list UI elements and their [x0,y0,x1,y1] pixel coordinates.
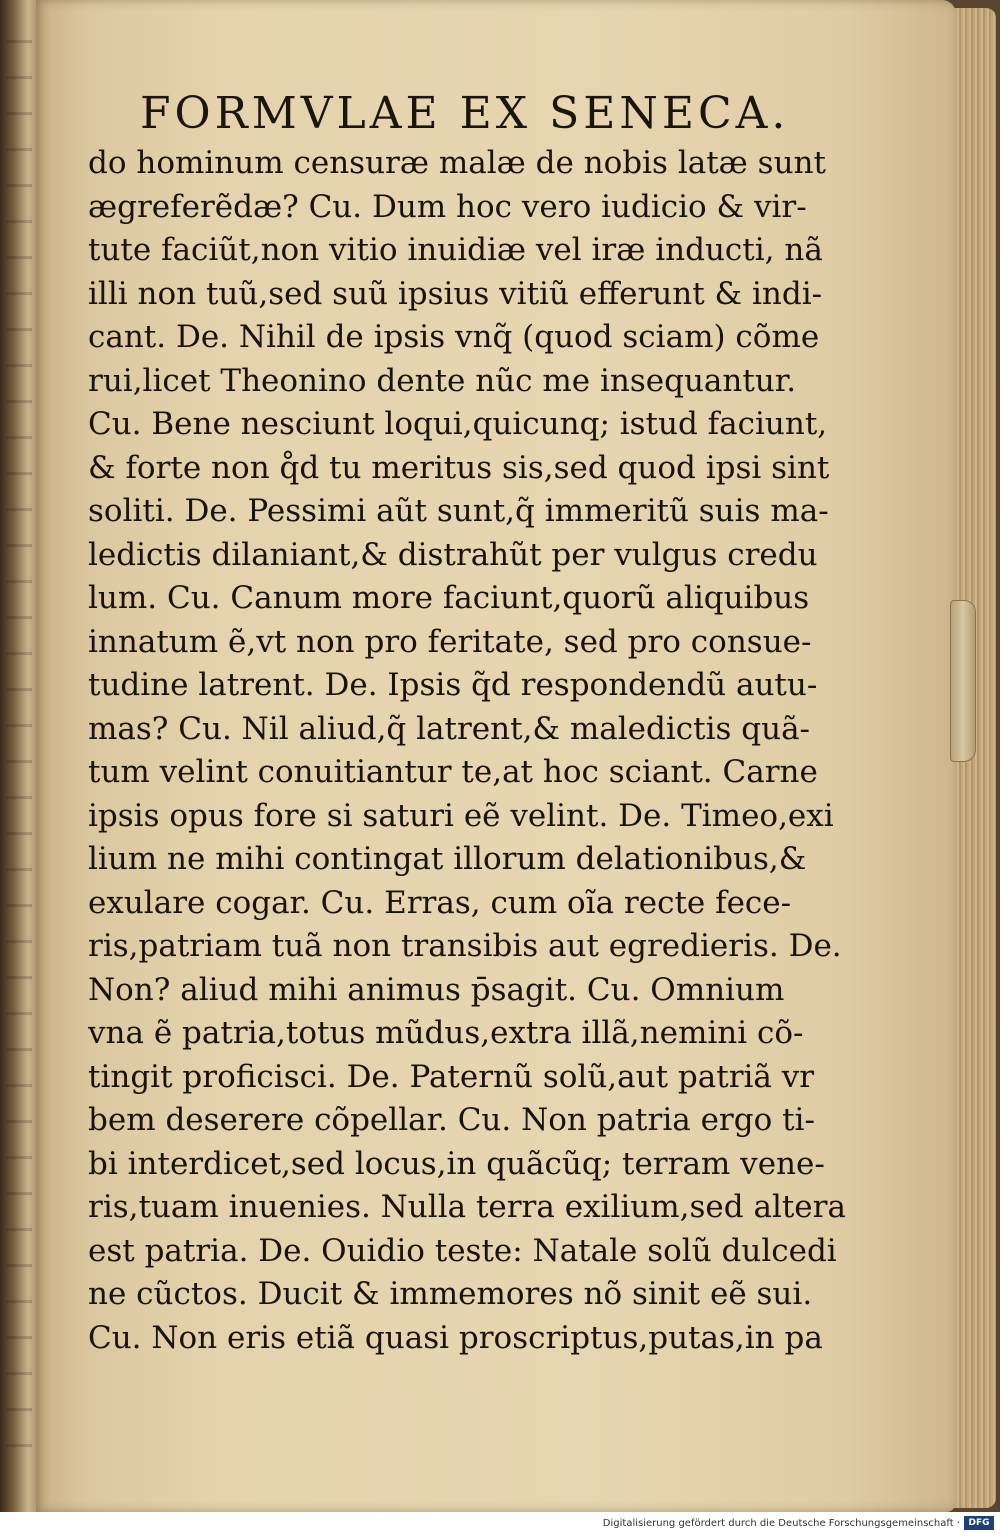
text-line: ipsis opus fore si saturi eẽ velint. De. Timeo,exi [88,797,834,834]
text-line: ris,tuam inuenies. Nulla terra exilium,sed altera [88,1189,846,1225]
text-line: ne cũctos. Ducit & immemores nõ sinit eẽ sui. [88,1276,813,1312]
text-line: rui,licet Theonino dente nũc me insequantur. [88,362,797,399]
text-line: Non? aliud mihi animus p̄sagit. Cu. Omnium [88,971,785,1008]
dfg-logo: DFG [964,1516,994,1530]
running-title: FORMVLAE EX SENECA. [140,88,790,139]
text-line: & forte non q̊d tu meritus sis,sed quod ipsi sint [88,449,830,486]
facing-page-text-fragment [6,40,32,1480]
text-line: lium ne mihi contingat illorum delationibus,& [88,841,807,877]
text-line: do hominum censuræ malæ de nobis latæ sunt [88,145,826,181]
text-line: soliti. De. Pessimi aũt sunt,q̃ immeritũ suis ma- [88,493,829,529]
text-line: bem deserere cõpellar. Cu. Non patria ergo ti- [88,1102,815,1138]
text-line: cant. De. Nihil de ipsis vnq̃ (quod sciam) cõme [88,319,820,355]
text-line: lum. Cu. Canum more faciunt,quorũ aliquibus [88,580,810,616]
text-line: tum velint conuitiantur te,at hoc sciant. Carne [88,754,818,790]
page-clip [950,600,976,762]
text-line: illi non tuũ,sed suũ ipsius vitiũ efferunt & indi- [88,275,823,312]
text-line: tute faciũt,non vitio inuidiæ vel iræ inducti, nã [88,232,823,268]
page-body-text [88,142,908,1360]
text-line: ægreferẽdæ? Cu. Dum hoc vero iudicio & vir- [88,188,807,225]
text-line: Cu. Non eris etiã quasi proscriptus,putas,in pa [88,1319,823,1356]
facing-page-edge [0,0,40,1512]
text-line: est patria. De. Ouidio teste: Natale solũ dulcedi [88,1232,837,1269]
text-line: tingit proficisci. De. Paternũ solũ,aut patriã vr [88,1058,815,1095]
text-line: tudine latrent. De. Ipsis q̃d respondendũ autu- [88,667,818,703]
text-line: ledictis dilaniant,& distrahũt per vulgus credu [88,536,818,573]
text-line: mas? Cu. Nil aliud,q̃ latrent,& maledictis quã- [88,710,811,747]
text-line: vna ẽ patria,totus mũdus,extra illã,nemini cõ- [88,1015,804,1051]
text-line: bi interdicet,sed locus,in quãcũq; terram vene- [88,1145,825,1182]
footer-credit: Digitalisierung gefördert durch die Deutsche Forschungsgemeinschaft · [602,1518,960,1529]
text-line: Cu. Bene nesciunt loqui,quicunq; istud faciunt, [88,406,828,442]
text-line: exulare cogar. Cu. Erras, cum oĩa recte fece- [88,884,792,921]
text-line: ris,patriam tuã non transibis aut egredieris. De. [88,928,842,964]
text-line: innatum ẽ,vt non pro feritate, sed pro consue- [88,623,812,660]
